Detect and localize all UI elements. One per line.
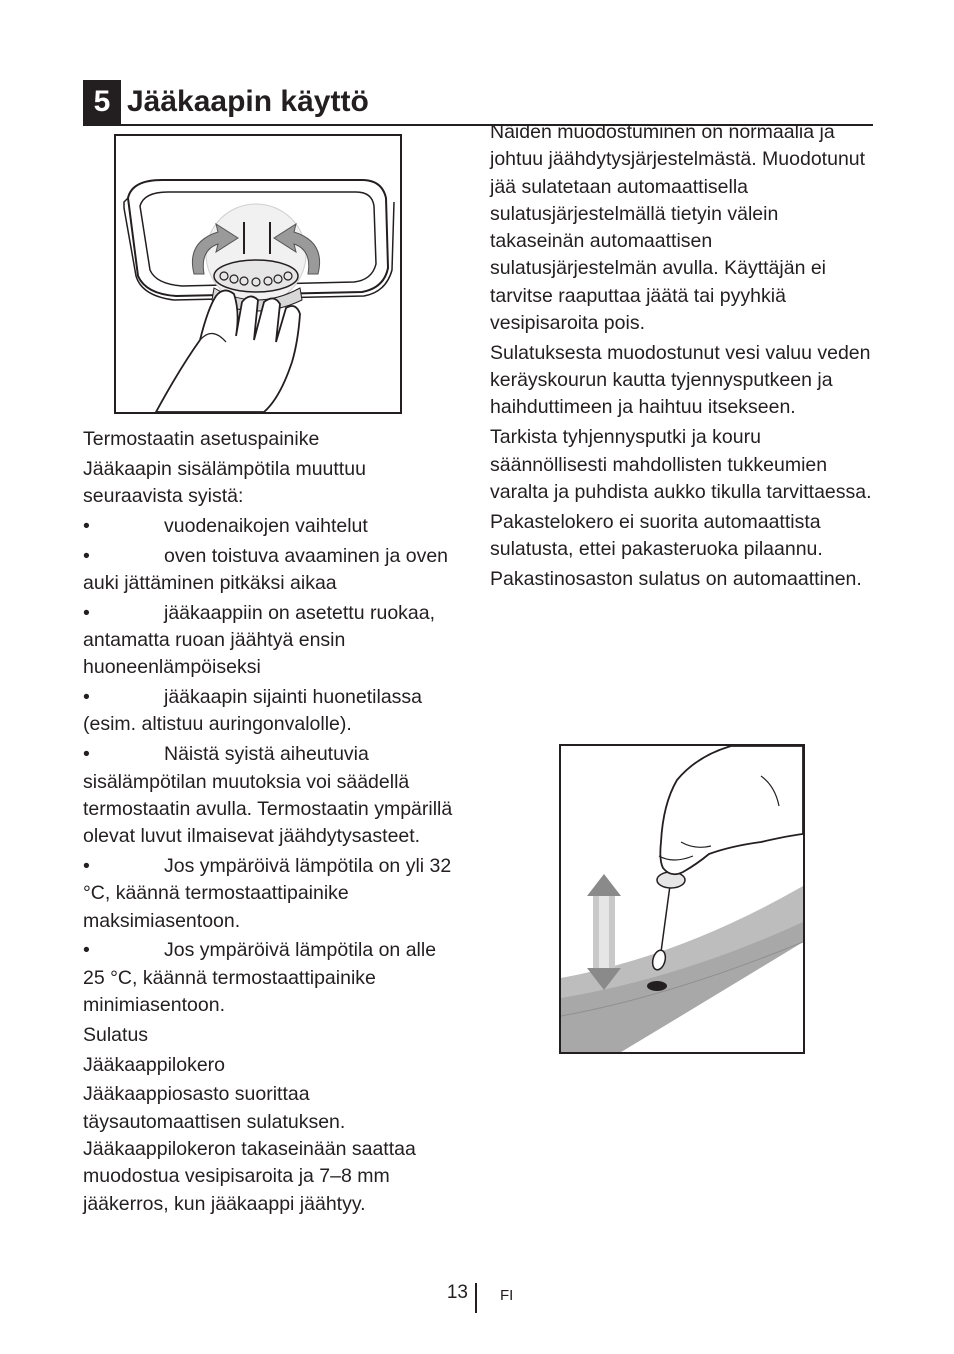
thermostat-illustration — [114, 134, 402, 414]
list-item-text: jääkaapin sijainti huonetilassa (esim. altistuu auringonvalolle). — [83, 686, 423, 736]
list-item-text: Näistä syistä aiheutuvia sisälämpötilan muutoksia voi säädellä termostaatin avulla. Termostaatin ympärillä olevat luvut ilmaisevat jäähdytysasteet. — [83, 743, 453, 848]
paragraph: Tarkista tyhjennysputki ja kouru säännöllisesti mahdollisten tukkeumien varalta ja puhdista aukko tikulla tarvittaessa. — [490, 426, 872, 503]
list-item — [83, 513, 463, 540]
bullet: • — [83, 686, 90, 709]
intro-paragraph: Jääkaapin sisälämpötila muuttuu seuraavista syistä: — [83, 457, 366, 508]
list-item-text: Jos ympäröivä lämpötila on alle 25 °C, käännä termostaattipainike minimiasentoon. — [83, 939, 437, 1016]
drain-cleaning-illustration — [559, 744, 805, 1054]
list-item-text: jääkaappiin on asetettu ruokaa, antamatta ruoan jäähtyä ensin huoneenlämpöiseksi — [83, 601, 436, 679]
list-item-text: Jos ympäröivä lämpötila on yli 32 °C, käännä termostaattipainike maksimiasentoon. — [83, 854, 452, 932]
list-item — [83, 937, 463, 1019]
bullet: • — [83, 939, 90, 962]
fridge-compartment-heading: Jääkaappilokero — [83, 1053, 226, 1076]
defrost-heading: Sulatus — [83, 1023, 149, 1046]
chapter-number: 5 — [83, 80, 121, 124]
bullet: • — [83, 514, 90, 537]
bullet: • — [83, 601, 90, 624]
left-column — [83, 426, 463, 1220]
bullet: • — [83, 544, 90, 567]
list-item — [83, 543, 463, 598]
list-item — [83, 600, 463, 682]
list-item — [83, 684, 463, 739]
list-item — [83, 741, 463, 850]
paragraph: Pakastelokero ei suorita automaattista sulatusta, ettei pakasteruoka pilaannu. — [490, 510, 823, 560]
right-column — [490, 119, 874, 596]
paragraph: Pakastinosaston sulatus on automaattinen. — [490, 567, 862, 590]
bullet: • — [83, 854, 90, 877]
defrost-paragraph: Jääkaappiosasto suorittaa täysautomaattisen sulatuksen. Jääkaappilokeron takaseinään saattaa muodostua vesipisaroita ja 7–8 mm jääkerros, kun jääkaappi jäähtyy. — [83, 1083, 416, 1215]
chapter-title: Jääkaapin käyttö — [127, 85, 369, 118]
paragraph: Sulatuksesta muodostunut vesi valuu veden keräyskourun kautta tyjennysputkeen ja haihduttimeen ja haihtuu itsekseen. — [490, 341, 871, 419]
language-code: FI — [500, 1287, 514, 1304]
list-item-text: oven toistuva avaaminen ja oven auki jättäminen pitkäksi aikaa — [83, 544, 449, 594]
list-item — [83, 853, 463, 935]
paragraph: Näiden muodostuminen on normaalia ja johtuu jäähdytysjärjestelmästä. Muodotunut jää sulatetaan automaattisella sulatusjärjestelmällä tietyin välein takaseinän automaattisen sulatusjärjestelmän avulla. Käyttäjän ei tarvitse raaputtaa jäätä tai pyyhkiä vesipisaroita pois. — [490, 121, 866, 335]
bullet: • — [83, 743, 90, 766]
thermostat-heading: Termostaatin asetuspainike — [83, 428, 320, 450]
page-number: 13 — [446, 1282, 468, 1303]
list-item-text: vuodenaikojen vaihtelut — [164, 514, 368, 537]
footer-divider — [475, 1283, 477, 1313]
